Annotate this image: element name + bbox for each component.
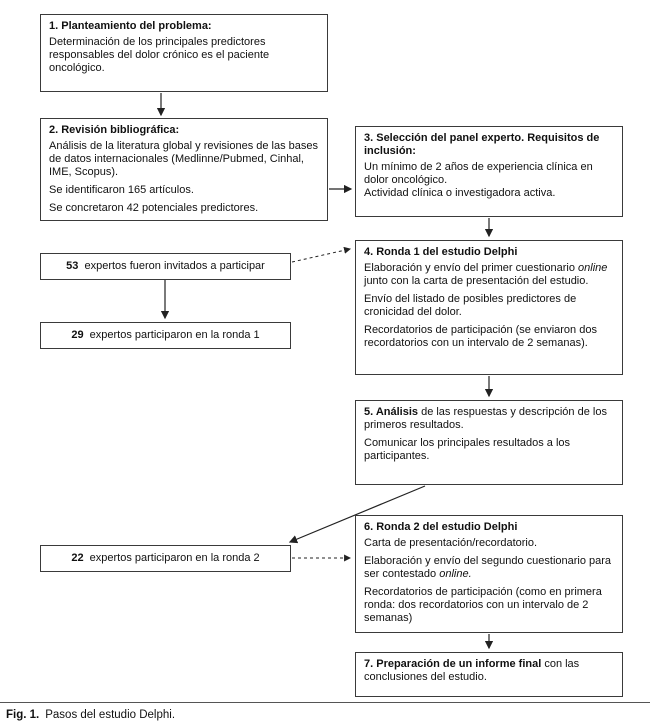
box-7-text: 7. Preparación de un informe final con las conclusiones del estudio. <box>364 658 580 683</box>
box-5-title-line: 5. Análisis de las respuestas y descripción de los primeros resultados. <box>364 406 607 431</box>
flow-box-7-informe-final <box>355 652 623 697</box>
flow-box-1-planteamiento <box>40 14 328 92</box>
box-2-text: Se identificaron 165 artículos. <box>49 184 194 196</box>
box-6-text: Recordatorios de participación (como en primera ronda: dos recordatorios con un intervalo de 2 semanas) <box>364 586 602 624</box>
online-italic: online <box>578 262 608 274</box>
box-5-text: Comunicar los principales resultados a los participantes. <box>364 437 571 462</box>
box-6-text: Carta de presentación/recordatorio. <box>364 537 538 549</box>
experts-invited-text: 53 expertos fueron invitados a participar <box>66 260 265 272</box>
flow-box-5-analisis <box>355 400 623 485</box>
box-29-expertos-ronda-1 <box>40 322 291 349</box>
online-italic: online. <box>439 568 472 580</box>
box-3-text: Actividad clínica o investigadora activa. <box>364 187 556 199</box>
box-3-text: Un mínimo de 2 años de experiencia clínica en dolor oncológico. <box>364 161 593 186</box>
box-53-expertos-invitados <box>40 253 291 280</box>
box-2-text: Se concretaron 42 potenciales predictores. <box>49 202 259 214</box>
box-22-expertos-ronda-2 <box>40 545 291 572</box>
box-1-title: 1. Planteamiento del problema: <box>49 20 212 32</box>
figure-caption-text: Pasos del estudio Delphi. <box>45 709 176 721</box>
figure-caption <box>0 702 650 721</box>
flow-box-4-ronda-1 <box>355 240 623 375</box>
flow-box-2-revision-bibliografica <box>40 118 328 221</box>
experts-round2-text: 22 expertos participaron en la ronda 2 <box>71 552 260 564</box>
arrow-invited-to-box4-dashed <box>292 249 350 262</box>
box-3-title: 3. Selección del panel experto. Requisitos de inclusión: <box>364 132 600 157</box>
box-2-title: 2. Revisión bibliográfica: <box>49 124 180 136</box>
figure-caption-label: Fig. 1. <box>6 709 40 721</box>
flow-box-3-seleccion-panel <box>355 126 623 217</box>
box-2-text: Análisis de la literatura global y revisiones de las bases de datos internacionales (Medlinne/Pubmed, Cinhal, IME, Scopus). <box>49 140 319 178</box>
box-6-text: Elaboración y envío del segundo cuestionario para ser contestado online. <box>364 555 612 580</box>
box-4-title: 4. Ronda 1 del estudio Delphi <box>364 246 518 258</box>
box-1-text: Determinación de los principales predictores responsables del dolor crónico es el paciente oncológico. <box>49 36 270 74</box>
box-6-title: 6. Ronda 2 del estudio Delphi <box>364 521 518 533</box>
experts-round1-text: 29 expertos participaron en la ronda 1 <box>71 329 260 341</box>
box-4-text: Elaboración y envío del primer cuestionario online junto con la carta de presentación del estudio. <box>364 262 608 287</box>
box-4-text: Envío del listado de posibles predictores de cronicidad del dolor. <box>364 293 577 318</box>
box-4-text: Recordatorios de participación (se enviaron dos recordatorios con un intervalo de 2 semanas). <box>364 324 597 349</box>
flow-box-6-ronda-2 <box>355 515 623 633</box>
